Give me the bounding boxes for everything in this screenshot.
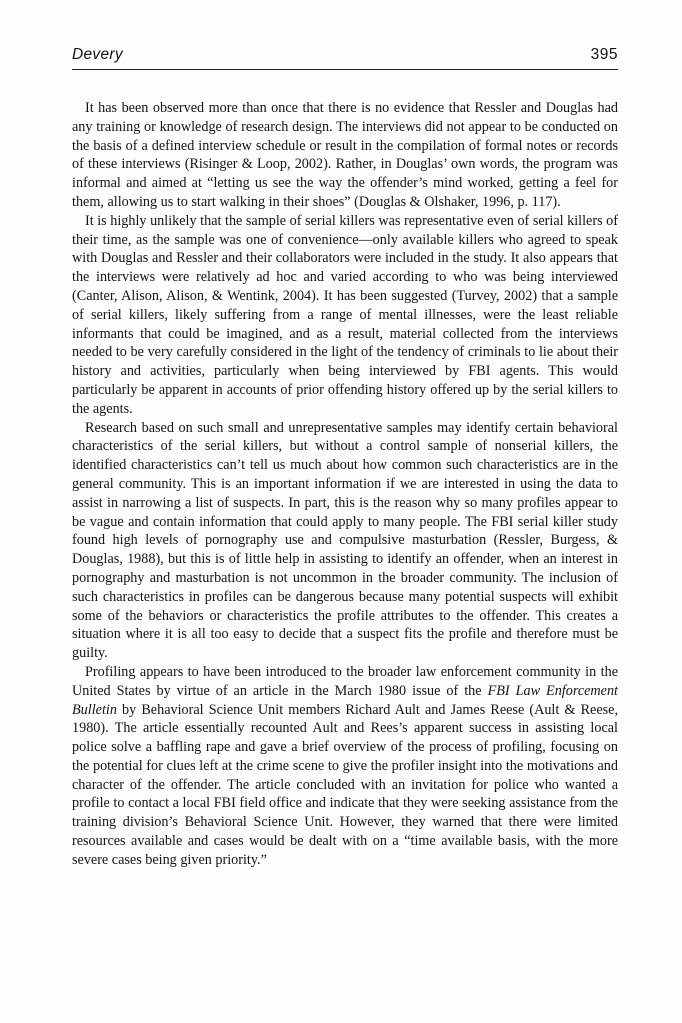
text-segment: It is highly unlikely that the sample of serial killers was representative even of serial killers of their time, as the sample was one of convenience—only available killers who agreed to speak with Douglas and Ressler and their collaborators were included in the study. It also appears that the interviews were relatively ad hoc and varied according to who was being interviewed (Canter, Alison, Alison, & Wentink, 2004). It has been suggested (Turvey, 2002) that a sample of serial killers, likely suffering from a range of mental illnesses, were the least reliable informants that could be imagined, and as a result, material collected from the interviews needed to be very carefully considered in the light of the tendency of criminals to lie about their history and activities, particularly when being interviewed by FBI agents. This would particularly be apparent in accounts of prior offending history offered up by the serial killers to the agents. bbox=[72, 212, 618, 417]
page-number: 395 bbox=[590, 46, 618, 63]
paragraph bbox=[72, 212, 618, 419]
text-segment: Profiling appears to have been introduced to the broader law enforcement community in the United States by virtue of an article in the March 1980 issue of the bbox=[72, 663, 618, 699]
header-rule bbox=[72, 69, 618, 70]
text-segment: by Behavioral Science Unit members Richard Ault and James Reese (Ault & Reese, 1980). The article essentially recounted Ault and Rees’s apparent success in assisting local police solve a baffling rape and gave a brief overview of the process of profiling, focusing on the potential for clues left at the crime scene to give the profiler insight into the motivations and character of the offender. The article concluded with an invitation for police who wanted a profile to contact a local FBI field office and indicate that they were seeking assistance from the training division’s Behavioral Science Unit. However, they warned that there were limited resources available and cases would be dealt with on a “time available basis, with the more severe cases being given priority.” bbox=[72, 701, 618, 868]
article-body bbox=[72, 99, 618, 870]
italic-text-segment: FBI Law Enforcement Bulletin bbox=[72, 682, 619, 718]
paragraph bbox=[72, 663, 618, 870]
text-segment: Research based on such small and unrepresentative samples may identify certain behavioral characteristics of the serial killers, but without a control sample of nonserial killers, the identified characteristics can’t tell us much about how common such characteristics are in the general community. This is an important information if we are interested in using the data to assist in narrowing a list of suspects. In part, this is the reason why so many profiles appear to be vague and contain information that could apply to many people. The FBI serial killer study found high levels of pornography use and compulsive masturbation (Ressler, Burgess, & Douglas, 1988), but this is of little help in assisting to identify an offender, when an interest in pornography and masturbation is not uncommon in the broader community. The inclusion of such characteristics in profiles can be dangerous because many potential suspects will exhibit some of the behaviors or characteristics the profile attributes to the offender. This creates a situation where it is all too easy to decide that a suspect fits the profile and therefore must be guilty. bbox=[72, 419, 618, 662]
text-segment: It has been observed more than once that there is no evidence that Ressler and Douglas had any training or knowledge of research design. The interviews did not appear to be conducted on the basis of a defined interview schedule or result in the compilation of formal notes or records of these interviews (Risinger & Loop, 2002). Rather, in Douglas’ own words, the program was informal and aimed at “letting us see the way the offender’s mind worked, getting a feel for them, allowing us to start walking in their shoes” (Douglas & Olshaker, 1996, p. 117). bbox=[72, 100, 618, 210]
paragraph bbox=[72, 99, 618, 212]
running-head-author: Devery bbox=[72, 46, 123, 63]
paragraph bbox=[72, 419, 618, 663]
running-head bbox=[72, 46, 618, 68]
